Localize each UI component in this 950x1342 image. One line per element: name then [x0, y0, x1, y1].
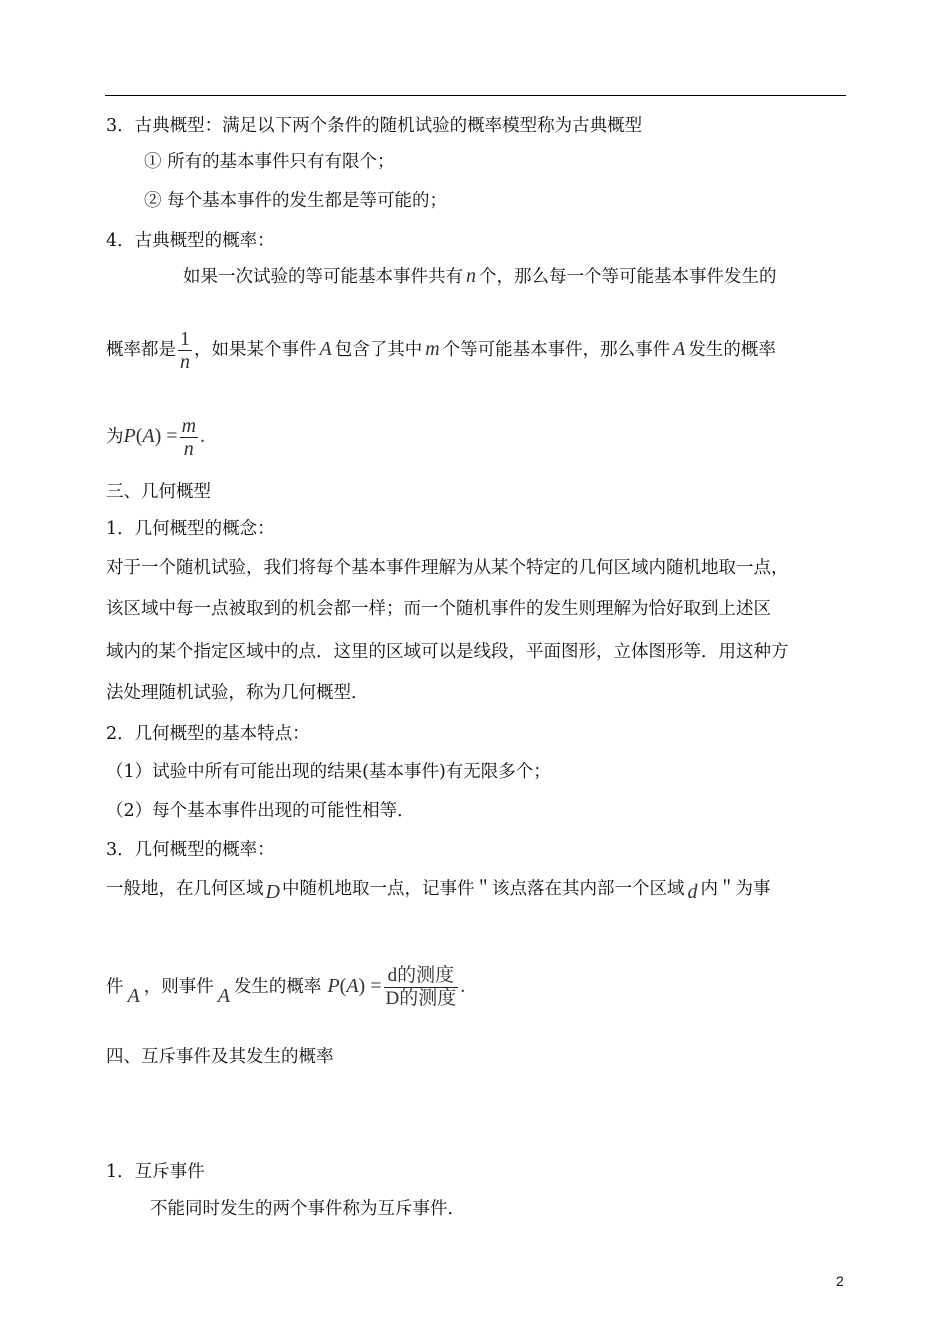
condition-2: ② 每个基本事件的发生都是等可能的；	[144, 191, 448, 211]
var-A: A	[127, 985, 140, 1007]
geo-1-line4: 法处理随机试验，称为几何概型．	[106, 683, 369, 703]
formula-geometric	[106, 962, 465, 1011]
geo-1-line2: 该区域中每一点被取到的机会都一样；而一个随机事件的发生则理解为恰好取到上述区	[106, 599, 771, 619]
fraction-one-over-n	[178, 328, 192, 373]
formula-PA: P(A) =	[327, 975, 382, 997]
numerator: m	[181, 415, 197, 437]
text: 概率都是	[106, 340, 176, 360]
numerator: 1	[180, 328, 190, 350]
var-A: A	[673, 338, 686, 360]
mutex-1-title: 1．互斥事件	[106, 1162, 205, 1182]
var-n: n	[466, 265, 476, 287]
numerator: d的测度	[387, 965, 455, 986]
section-3-title: 3．古典概型：满足以下两个条件的随机试验的概率模型称为古典概型	[106, 116, 643, 136]
section-four-title: 四、互斥事件及其发生的概率	[106, 1047, 334, 1067]
var-A: A	[217, 985, 230, 1007]
period: .	[460, 975, 466, 997]
header-rule	[105, 95, 846, 96]
section-4-title: 4．古典概型的概率：	[106, 231, 275, 251]
formula-classical	[106, 412, 205, 461]
geo-2-title: 2．几何概型的基本特点：	[106, 724, 310, 744]
period: .	[200, 425, 206, 447]
var-m: m	[425, 338, 440, 360]
formula-PA: P(A) =	[123, 425, 178, 447]
geo-2-feature-1: （1）试验中所有可能出现的结果(基本事件)有无限多个；	[106, 762, 551, 782]
var-D: D	[265, 881, 280, 903]
text: 个，那么每一个等可能基本事件发生的	[479, 267, 777, 287]
text: 内＂为事	[700, 879, 771, 899]
text: 如果一次试验的等可能基本事件共有	[183, 267, 463, 287]
page-number: 2	[836, 1273, 844, 1289]
text: 包含了其中	[334, 340, 423, 360]
text: 件	[106, 977, 124, 997]
geo-1-line3: 域内的某个指定区域中的点．这里的区域可以是线段，平面图形，立体图形等．用这种方	[106, 642, 789, 662]
text: 为	[106, 427, 124, 447]
text: ，如果某个事件	[194, 340, 317, 360]
var-d: d	[687, 881, 698, 903]
para-classical-line1	[183, 264, 777, 289]
text: 发生的概率	[688, 340, 776, 360]
mutex-definition: 不能同时发生的两个事件称为互斥事件．	[150, 1199, 465, 1219]
var-A: A	[319, 338, 332, 360]
para-classical-line2	[106, 325, 776, 374]
fraction-m-over-n	[180, 415, 198, 460]
condition-1: ① 所有的基本事件只有有限个；	[144, 152, 395, 172]
denominator: n	[183, 438, 194, 460]
geo-2-feature-2: （2）每个基本事件出现的可能性相等．	[106, 801, 415, 821]
denominator: D的测度	[385, 988, 457, 1009]
section-three-title: 三、几何概型	[106, 482, 211, 502]
text: 中随机地取一点，记事件＂该点落在其内部一个区域	[281, 879, 685, 899]
geo-3-title: 3．几何概型的概率：	[106, 840, 275, 860]
text: 个等可能基本事件，那么事件	[442, 340, 671, 360]
geo-1-line1: 对于一个随机试验，我们将每个基本事件理解为从某个特定的几何区域内随机地取一点，	[106, 558, 789, 578]
geo-3-line1	[106, 876, 770, 901]
text: ，则事件	[143, 977, 214, 997]
text: 发生的概率	[233, 977, 322, 997]
fraction-measure	[384, 965, 459, 1010]
text: 一般地，在几何区域	[106, 879, 264, 899]
denominator: n	[180, 351, 190, 373]
geo-1-title: 1．几何概型的概念：	[106, 519, 275, 539]
